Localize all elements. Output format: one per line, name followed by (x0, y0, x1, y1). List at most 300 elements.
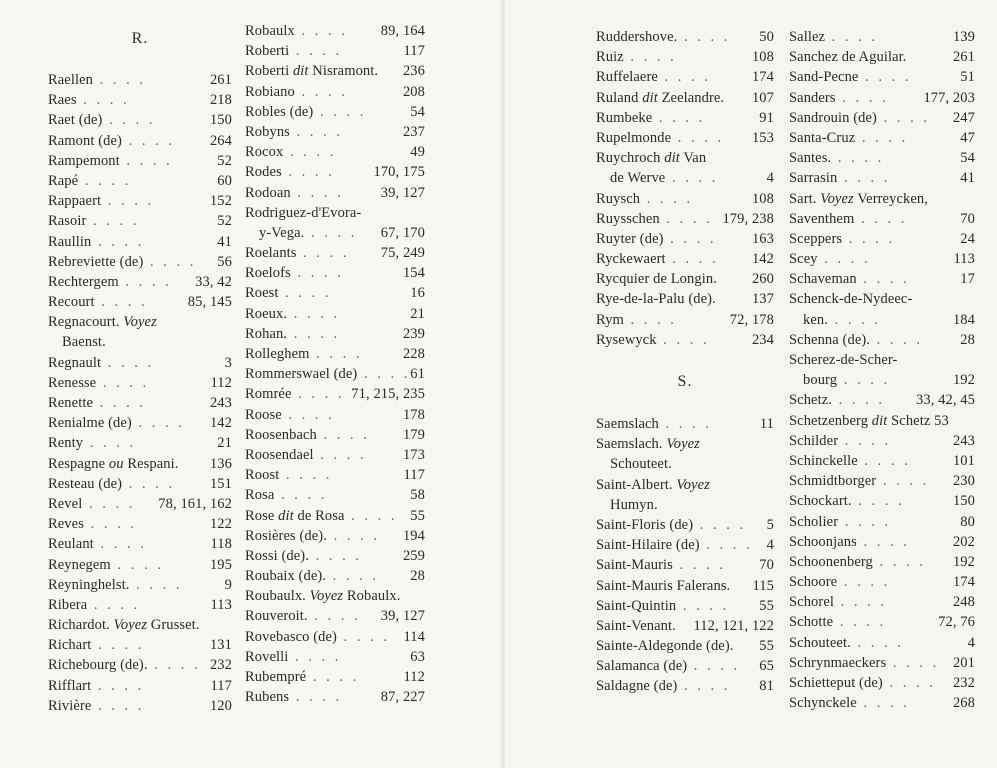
leader-dots: . . . . (858, 69, 912, 86)
index-term (48, 90, 130, 110)
index-entry (245, 667, 425, 687)
page-reference: 122 (209, 516, 232, 533)
entry-name: Rosières (de). (245, 527, 327, 544)
entry-name: Robiano (245, 83, 295, 100)
index-entry (789, 592, 975, 612)
index-entry (789, 633, 975, 653)
index-term (245, 405, 335, 425)
entry-name: Ruland (596, 89, 639, 106)
index-entry (245, 425, 425, 445)
index-term (48, 655, 201, 675)
index-term (48, 393, 146, 413)
index-term (789, 189, 928, 209)
page-reference: 230 (952, 473, 975, 490)
index-entry (48, 696, 232, 716)
index-entry (789, 370, 975, 390)
entry-name: Ruddershove. (596, 29, 678, 45)
leader-dots: . . . . (316, 426, 370, 443)
index-term (596, 495, 658, 515)
index-term (596, 555, 726, 575)
entry-italic-word: dit (292, 63, 309, 80)
entry-name: Sart. (789, 190, 817, 207)
index-term (596, 454, 672, 474)
leader-dots: . . . . (119, 152, 173, 169)
index-entry (789, 289, 975, 309)
entry-name: Regnacourt. (48, 314, 120, 331)
leader-dots: . . . . (856, 533, 910, 550)
entry-name: Rodoan (245, 184, 291, 201)
index-entry (48, 635, 232, 655)
page-reference: 152 (209, 193, 232, 210)
index-term (245, 647, 341, 667)
index-term (596, 656, 740, 676)
entry-name: Respagne (48, 455, 106, 472)
leader-dots: . . . . (87, 596, 141, 613)
page-reference: 112 (403, 669, 425, 685)
leader-dots: . . . . (306, 669, 360, 685)
leader-dots: . . . . (827, 311, 881, 328)
index-term (596, 189, 693, 209)
index-entry (789, 310, 975, 330)
entry-name-continuation: Grusset. (150, 617, 200, 634)
index-term (789, 673, 936, 693)
entry-name: Schaveman (789, 271, 857, 288)
leader-dots: . . . . (82, 495, 136, 512)
leader-dots: . . . . (288, 648, 342, 665)
index-entry (48, 252, 232, 272)
index-entry (596, 209, 774, 229)
index-term (245, 223, 357, 243)
page-reference: 114 (403, 628, 425, 645)
index-entry (48, 90, 232, 110)
entry-name: Saldagne (de) (596, 678, 678, 695)
entry-name: Rodriguez-d'Evora- (245, 204, 362, 221)
index-term (596, 475, 710, 495)
index-entry (596, 249, 774, 269)
entry-name: Rommerswael (de) (245, 366, 358, 383)
leader-dots: . . . . (838, 432, 892, 449)
entry-name: bourg (803, 372, 838, 389)
leader-dots: . . . . (659, 210, 713, 227)
index-term (596, 269, 717, 289)
index-term (789, 209, 907, 229)
page-reference: 139 (952, 29, 975, 45)
page-reference: 178 (402, 406, 425, 423)
leader-dots: . . . . (838, 513, 892, 530)
page-reference: 137 (751, 291, 774, 308)
index-term (48, 211, 139, 231)
entry-name: Rifflart (48, 677, 92, 694)
page-reference: 112 (210, 374, 232, 391)
page-reference: 107 (751, 89, 774, 106)
page-reference: 243 (209, 395, 232, 411)
index-entry (596, 310, 774, 330)
index-entry (789, 612, 975, 632)
entry-name: Rolleghem (245, 346, 310, 362)
entry-name: Ruffelaere (596, 69, 658, 86)
index-entry (245, 606, 425, 626)
leader-dots: . . . . (854, 210, 908, 227)
index-term (245, 82, 348, 102)
leader-dots: . . . . (872, 553, 926, 570)
page-reference: 174 (751, 69, 774, 86)
entry-name: Rasoir (48, 213, 87, 230)
index-term (789, 67, 911, 87)
page-reference: 16 (410, 285, 425, 302)
index-entry (596, 88, 774, 108)
entry-name-continuation: Van (683, 150, 707, 167)
index-term (245, 445, 367, 465)
leader-dots: . . . . (91, 637, 145, 654)
index-entry (596, 269, 774, 289)
index-entry (48, 433, 232, 453)
page-reference: 136 (209, 455, 232, 472)
index-entry (245, 364, 425, 384)
entry-name: Sandrouin (de) (789, 109, 877, 126)
index-term (789, 572, 890, 592)
index-entry (245, 263, 425, 283)
entry-name: Roberti (245, 43, 290, 60)
leader-dots: . . . . (76, 92, 130, 109)
entry-name: Sceppers (789, 230, 843, 247)
index-entry (596, 676, 774, 696)
entry-name: Scherez-de-Scher- (789, 352, 898, 368)
index-term (789, 390, 885, 410)
page-reference: 3 (224, 354, 232, 371)
leader-dots: . . . . (147, 657, 201, 674)
entry-name: Schockart. (789, 493, 852, 510)
index-entry (789, 189, 975, 209)
leader-dots: . . . . (876, 109, 930, 126)
page-reference: 21 (410, 305, 425, 322)
leader-dots: . . . . (886, 654, 940, 671)
page-reference: 85, 145 (187, 294, 232, 311)
index-term (245, 102, 366, 122)
page-reference: 17 (960, 271, 975, 288)
leader-dots: . . . . (817, 251, 871, 268)
page-reference: 39, 127 (380, 608, 425, 625)
page-reference: 236 (402, 63, 425, 80)
index-entry (48, 373, 232, 393)
index-entry (245, 546, 425, 566)
leader-dots: . . . . (83, 516, 137, 533)
page-reference: 39, 127 (380, 184, 425, 201)
page-reference: 218 (209, 92, 232, 109)
index-term (48, 332, 106, 352)
leader-dots: . . . . (110, 556, 164, 573)
entry-name: Rye-de-la-Palu (de). (596, 291, 716, 308)
leader-dots: . . . . (143, 253, 197, 270)
index-term (48, 454, 178, 474)
index-entry (789, 108, 975, 128)
index-term (48, 676, 144, 696)
leader-dots: . . . . (855, 129, 909, 146)
entry-name: Rym (596, 311, 624, 328)
entry-name: Humyn. (610, 496, 658, 513)
index-entry (245, 586, 425, 606)
leader-dots: . . . . (118, 273, 172, 290)
index-term (596, 596, 729, 616)
index-term (789, 27, 878, 47)
index-term (596, 636, 734, 656)
page-reference: 72, 76 (938, 614, 975, 631)
leader-dots: . . . . (834, 594, 887, 611)
page-reference: 237 (402, 123, 425, 140)
entry-name: Schmidtborger (789, 473, 877, 490)
index-term (596, 229, 717, 249)
index-entry (48, 191, 232, 211)
page-reference: 228 (402, 346, 425, 362)
entry-name: Rupelmonde (596, 129, 672, 146)
entry-name: Schouteet. (610, 456, 672, 473)
index-term (789, 148, 884, 168)
index-entry (596, 330, 774, 350)
entry-name: Roelants (245, 245, 297, 262)
page-reference: 113 (953, 251, 975, 268)
leader-dots: . . . . (623, 49, 677, 66)
index-entry (245, 304, 425, 324)
entry-name: Saint-Floris (de) (596, 516, 694, 533)
index-term (48, 494, 135, 514)
index-entry (48, 70, 232, 90)
index-term (245, 667, 359, 687)
page-reference: 177, 203 (923, 89, 975, 106)
leader-dots: . . . . (831, 392, 885, 409)
page-reference: 194 (402, 527, 425, 544)
entry-name: Ruysch (596, 190, 641, 207)
entry-italic-word: dit (278, 507, 294, 524)
entry-name: Schinckelle (789, 452, 858, 469)
page-reference: 195 (209, 556, 232, 573)
index-entry (596, 108, 774, 128)
page-reference: 247 (952, 109, 975, 126)
page-reference: 115 (752, 577, 774, 594)
right-column-2 (789, 27, 975, 713)
page-reference: 112, 121, 122 (693, 617, 774, 634)
entry-name: Rampemont (48, 152, 120, 169)
page-reference: 4 (766, 170, 774, 187)
leader-dots: . . . . (91, 677, 145, 694)
entry-name: Raes (48, 92, 77, 109)
page-reference: 153 (751, 129, 774, 146)
index-entry (48, 555, 232, 575)
entry-name: Richart (48, 637, 92, 654)
leader-dots: . . . . (326, 568, 380, 585)
index-term (245, 142, 336, 162)
page-reference: 55 (410, 507, 425, 524)
entry-name: Reynegem (48, 556, 111, 573)
entry-name: Rovelli (245, 648, 289, 665)
page-reference: 173 (402, 446, 425, 463)
index-term (789, 88, 889, 108)
page-reference: 87, 227 (380, 689, 425, 706)
entry-name: Roost (245, 467, 280, 484)
right-column-1 (596, 27, 774, 697)
page-reference: 56 (217, 253, 232, 270)
entry-name: Scey (789, 251, 818, 268)
index-entry (789, 330, 975, 350)
index-term (245, 162, 335, 182)
left-column-1 (48, 8, 232, 716)
entry-name: de Werve (610, 170, 666, 187)
index-entry (48, 131, 232, 151)
page-reference: 243 (952, 432, 975, 449)
index-entry (596, 535, 774, 555)
entry-name: Schynckele (789, 695, 857, 712)
leader-dots: . . . . (287, 305, 341, 322)
index-entry (596, 67, 774, 87)
page-reference: 54 (960, 150, 975, 167)
index-term (789, 370, 890, 390)
page-reference: 4 (766, 537, 774, 554)
index-term (596, 330, 710, 350)
entry-name: Saemslach. (596, 436, 663, 453)
page-reference: 117 (403, 467, 425, 484)
leader-dots: . . . . (882, 675, 936, 691)
index-term (245, 324, 340, 344)
leader-dots: . . . . (665, 170, 719, 187)
index-entry (596, 616, 774, 636)
leader-dots: . . . . (279, 467, 333, 484)
leader-dots: . . . . (640, 190, 694, 207)
index-entry (245, 526, 425, 546)
index-term (48, 312, 157, 332)
entry-name: Romrée (245, 386, 292, 403)
page-reference: 170, 175 (373, 164, 425, 181)
index-entry (245, 384, 425, 404)
index-term (245, 344, 363, 364)
leader-dots: . . . . (663, 230, 717, 247)
index-entry (789, 411, 975, 431)
index-term (48, 131, 175, 151)
page-reference: 239 (402, 325, 425, 342)
page-reference: 151 (209, 475, 232, 492)
entry-name: Sanders (789, 89, 836, 106)
leader-dots: . . . . (856, 271, 910, 288)
entry-name: Baenst. (62, 334, 106, 351)
index-entry (48, 454, 232, 474)
index-entry (48, 353, 232, 373)
index-entry (48, 232, 232, 252)
page-reference: 33, 42 (195, 273, 232, 290)
entry-name: Rouveroit. (245, 608, 308, 625)
index-entry (789, 128, 975, 148)
entry-name: Saint-Mauris (596, 557, 673, 574)
index-term (48, 555, 164, 575)
page-reference: 234 (751, 331, 774, 348)
entry-name: Rosa (245, 487, 275, 504)
entry-name: Renialme (de) (48, 415, 132, 432)
leader-dots: . . . . (671, 129, 725, 146)
index-term (245, 243, 350, 263)
index-entry (789, 451, 975, 471)
index-term (48, 373, 149, 393)
entry-name: Rycquier de Longin. (596, 271, 717, 288)
entry-name: Ryckewaert (596, 251, 666, 268)
index-term (596, 310, 677, 330)
index-term (596, 676, 730, 696)
entry-name-continuation: Zeelandre. (661, 89, 725, 106)
entry-name: Roubaulx. (245, 588, 306, 605)
entry-name: Ruychroch (596, 150, 661, 167)
index-term (245, 263, 344, 283)
leader-dots: . . . . (672, 557, 726, 574)
index-entry (245, 506, 425, 526)
page-reference: 61 (410, 366, 425, 383)
leader-dots: . . . . (289, 43, 343, 60)
index-term (789, 491, 905, 511)
leader-dots: . . . . (677, 29, 731, 45)
index-entry (789, 249, 975, 269)
entry-name: Rubens (245, 689, 290, 706)
entry-name: Saint-Albert. (596, 476, 673, 493)
entry-italic-word: Voyez (666, 436, 700, 453)
index-term (245, 283, 332, 303)
leader-dots: . . . . (96, 374, 150, 391)
entry-name: Ruyter (de) (596, 230, 664, 247)
leader-dots: . . . . (656, 331, 710, 348)
entry-name: Saint-Venant. (596, 617, 676, 634)
index-term (789, 411, 949, 431)
index-term (48, 433, 136, 453)
index-term (245, 687, 342, 707)
page-reference: 55 (759, 597, 774, 614)
entry-name: Rivière (48, 697, 92, 714)
index-entry (596, 47, 774, 67)
entry-name: Saint-Mauris Falerans. (596, 577, 731, 594)
page-reference: 117 (403, 43, 425, 60)
entry-name-continuation: Verreycken, (857, 190, 928, 207)
entry-name: Sand-Pecne (789, 69, 859, 86)
entry-name: Roosendael (245, 446, 314, 463)
entry-italic-word: dit (871, 412, 888, 429)
index-term (789, 350, 897, 370)
entry-italic-word: Voyez (820, 190, 854, 207)
index-entry (596, 576, 774, 596)
leader-dots: . . . . (833, 614, 887, 631)
page-reference: 264 (209, 132, 232, 149)
index-term (789, 471, 929, 491)
entry-name: Ribera (48, 596, 88, 613)
entry-name: Roosenbach (245, 426, 317, 443)
page-reference: 261 (952, 49, 975, 66)
page-reference: 50 (759, 29, 774, 45)
index-term (789, 451, 911, 471)
index-term (48, 70, 146, 90)
index-term (596, 47, 677, 67)
entry-italic-word: Voyez (309, 588, 344, 605)
entry-name: Scholier (789, 513, 839, 530)
page-reference: 142 (209, 415, 232, 432)
index-term (48, 575, 182, 595)
page-reference: 65 (759, 658, 774, 675)
entry-name: Roelofs (245, 265, 291, 282)
page-reference: 52 (217, 213, 232, 230)
leader-dots: . . . . (658, 416, 712, 432)
leader-dots: . . . . (870, 331, 924, 348)
entry-name: Rebreviette (de) (48, 253, 144, 270)
leader-dots: . . . . (101, 354, 155, 371)
index-entry (245, 283, 425, 303)
index-term (596, 148, 706, 168)
entry-name: Rohan. (245, 325, 288, 342)
entry-name: ken. (803, 311, 828, 328)
entry-name: Ruysschen (596, 210, 660, 227)
section-letter-heading: R. (131, 30, 149, 47)
entry-name: Revel (48, 495, 83, 512)
entry-name: Roeux. (245, 305, 288, 322)
index-entry (245, 465, 425, 485)
